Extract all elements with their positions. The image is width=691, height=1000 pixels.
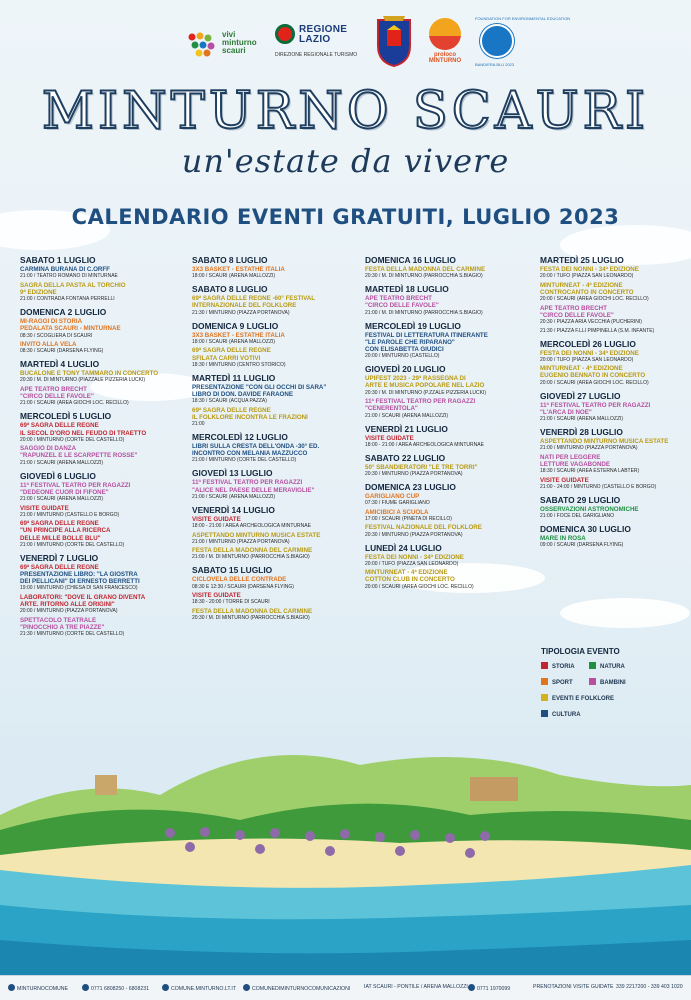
event-title: APE TEATRO BRECHT	[20, 385, 87, 393]
event-time-location: 18:00 - 21:00 / AREA ARCHEOLOGICA MINTURNAE	[365, 441, 484, 448]
legend-item	[541, 694, 614, 703]
event-title: INVITO ALLA VELA	[20, 341, 77, 349]
event-title: 69ª SAGRA DELLE REGNE	[20, 520, 99, 528]
event-time-location: 20:00 / TUFO (PIAZZA SAN LEONARDO)	[540, 273, 634, 280]
event-title: FESTIVAL DI LETTERATURA ITINERANTE	[365, 331, 488, 339]
event-title: "DEDEONE CUOR DI FIFONE"	[20, 488, 109, 496]
cloud	[560, 598, 690, 628]
event-time-location: 18:30 - 20:00 / TORRE DI SCAURI	[192, 599, 270, 606]
day-heading: DOMENICA 30 LUGLIO	[540, 524, 631, 535]
legend-item	[589, 662, 625, 671]
event-time-location: 21:00 / MINTURNO (PIAZZA PORTANOVA)	[192, 538, 290, 545]
day-block	[540, 255, 691, 335]
legend-label: STORIA	[552, 664, 575, 670]
event-title: APE TEATRO BRECHT	[365, 295, 432, 303]
legend-items	[541, 662, 681, 722]
event-time-location: 20:00 / MINTURNO (CORTE DEL CASTELLO)	[20, 436, 125, 443]
event-title: 3X3 BASKET - ESTATHÉ ITALIA	[192, 331, 285, 339]
event-time-location: 21:00 / FOCE DEL GARIGLIANO	[540, 513, 615, 520]
comune-crest-icon	[375, 14, 413, 68]
day-block	[192, 321, 352, 369]
event-title: 69ª SAGRA DELLE REGNE -60° FESTIVAL	[192, 295, 316, 303]
event-title: CICLOVELA DELLE CONTRADE	[192, 576, 287, 584]
legend-swatch	[541, 694, 548, 701]
day-heading: MERCOLEDÌ 19 LUGLIO	[365, 320, 461, 331]
day-block	[365, 424, 525, 449]
footer-phone-booking[interactable]	[616, 984, 683, 990]
event-time-location: 20:30 / M. DI MINTURNO (PARROCCHIA S.BIAGIO)	[192, 615, 310, 622]
event-title: 9ª EDIZIONE	[20, 288, 57, 296]
event-title: "L'ARCA DI NOÈ"	[540, 408, 592, 416]
event-title: SAGGIO DI DANZA	[20, 445, 77, 453]
event-title: LETTURE VAGABONDE	[540, 460, 611, 468]
event-time-location: 20:30 / MINTURNO (PIAZZA PORTANOVA)	[365, 531, 463, 538]
event-time-location: 21:00 / SCAURI (ARENA MALLOZZI)	[540, 416, 624, 423]
event-title: SPETTACOLO TEATRALE	[20, 616, 97, 624]
event-time-location: 21:00	[192, 421, 205, 428]
event-title: 69ª SAGRA DELLE REGNE	[192, 347, 271, 355]
event-title: "ALICE NEL PAESE DELLE MERAVIGLIE"	[192, 486, 315, 494]
event-title: OSSERVAZIONI ASTRONOMICHE	[540, 505, 639, 513]
event-time-location: 21:00 / SCAURI (AREA GIOCHI LOC. RECILLO)	[20, 400, 129, 407]
day-block	[540, 391, 691, 423]
day-heading: MARTEDÌ 11 LUGLIO	[192, 372, 276, 383]
regione-subtitle: DIREZIONE REGIONALE TURISMO	[275, 52, 358, 58]
day-block	[365, 453, 525, 478]
day-block	[365, 364, 525, 419]
day-block	[20, 471, 180, 549]
legend-swatch	[589, 662, 596, 669]
event-title: FESTA DELLA MADONNA DEL CARMINE	[192, 607, 313, 615]
event-time-location: 21:00 / MINTURNO (CORTE DEL CASTELLO)	[192, 457, 297, 464]
footer-phone-iat[interactable]	[468, 984, 510, 992]
proloco-text: proloco MINTURNO	[428, 52, 462, 64]
instagram-icon	[243, 984, 250, 991]
day-block	[192, 505, 352, 562]
day-heading: DOMENICA 9 LUGLIO	[192, 320, 279, 331]
vivi-line: vivi	[222, 30, 236, 39]
event-title: IL FOLKLORE INCONTRA LE FRAZIONI	[192, 413, 308, 421]
event-time-location: 20:30 / M. DI MINTURNO (P.ZZALE PIZZERIA LUCKI)	[365, 389, 487, 396]
regione-text	[299, 25, 347, 45]
regione-mark-icon	[275, 24, 295, 44]
event-title: "LE PAROLE CHE RIPARANO"	[365, 338, 455, 346]
legend-label: SPORT	[552, 680, 573, 686]
event-title: AMICIBICI A SCUOLA	[365, 508, 429, 516]
day-block	[365, 255, 525, 280]
event-title: PEDALATA SCAURI - MINTURNAE	[20, 325, 121, 333]
event-title: VISITE GUIDATE	[365, 434, 414, 442]
legend-label: NATURA	[600, 664, 625, 670]
event-title: EUGENIO BENNATO IN CONCERTO	[540, 372, 646, 380]
event-time-location: 21:30 / MINTURNO (PIAZZA PORTANOVA)	[192, 309, 290, 316]
event-title: DEI PELLICANI" DI ERNESTO BERRETTI	[20, 578, 140, 586]
event-title: VISITE GUIDATE	[192, 515, 241, 523]
event-title: VISITE GUIDATE	[192, 592, 241, 600]
event-title: LIBRO DI DON. DAVIDE FARAONE	[192, 390, 293, 398]
bandiera-blu-logo	[475, 16, 571, 68]
day-heading: SABATO 8 LUGLIO	[192, 284, 268, 295]
event-title: VISITE GUIDATE	[20, 504, 69, 512]
globe-icon	[162, 984, 169, 991]
day-heading: VENERDÌ 7 LUGLIO	[20, 552, 99, 563]
event-title: INTERNAZIONALE DEL FOLKLORE	[192, 302, 297, 310]
calendar-heading: CALENDARIO EVENTI GRATUITI, LUGLIO 2023	[71, 205, 620, 229]
event-column-4	[540, 255, 691, 553]
regione-line: LAZIO	[299, 34, 331, 45]
legend-label: CULTURA	[552, 712, 581, 718]
event-time-location: 20:30 / M. DI MINTURNO (PARROCCHIA S.BIAGIO)	[365, 273, 483, 280]
day-heading: VENERDÌ 28 LUGLIO	[540, 427, 623, 438]
event-title: FESTA DELLA MADONNA DEL CARMINE	[192, 547, 313, 555]
vivi-line: scauri	[222, 46, 246, 55]
event-column-3	[365, 255, 525, 595]
event-title: MARE IN ROSA	[540, 535, 586, 543]
legend-swatch	[541, 710, 548, 717]
event-title: ASPETTANDO MINTURNO MUSICA ESTATE	[540, 438, 669, 446]
event-time-location: 18:00 - 21:00 / AREA ARCHEOLOGICA MINTURNAE	[192, 523, 311, 530]
event-title: 11ª FESTIVAL TEATRO PER RAGAZZI	[192, 479, 303, 487]
footer-phone[interactable]	[82, 984, 149, 992]
event-title: "UN PRINCIPE ALLA RICERCA	[20, 527, 111, 535]
day-block	[365, 321, 525, 361]
legend-label: EVENTI E FOLKLORE	[552, 696, 615, 702]
event-title: 50° SBANDIERATORI "LE TRE TORRI"	[365, 463, 478, 471]
event-time-location: 20:00 / SCAURI (AREA GIOCHI LOC. RECILLO)	[540, 379, 649, 386]
day-block	[20, 411, 180, 466]
day-heading: SABATO 22 LUGLIO	[365, 452, 446, 463]
sponsor-logos	[185, 14, 571, 72]
day-heading: GIOVEDÌ 20 LUGLIO	[365, 364, 446, 375]
event-time-location: 21:00 / SCAURI (ARENA MALLOZZI)	[365, 412, 449, 419]
event-title: LIBRI SULLA CRESTA DELL'ONDA -30° ED.	[192, 443, 320, 451]
facebook-icon	[8, 984, 15, 991]
footer-website-text: COMUNE.MINTURNO.LT.IT	[171, 986, 237, 992]
event-title: 3X3 BASKET - ESTATHÉ ITALIA	[192, 266, 285, 273]
day-block	[540, 524, 691, 549]
day-heading: SABATO 1 LUGLIO	[20, 255, 96, 265]
day-heading: MARTEDÌ 18 LUGLIO	[365, 284, 449, 295]
day-block	[540, 339, 691, 387]
event-time-location: 19:00 / MINTURNO (CHIESA DI SAN FRANCESCO)	[20, 585, 138, 592]
day-heading: LUNEDÌ 24 LUGLIO	[365, 542, 442, 553]
event-title: MINTURNEAT - 4ª EDIZIONE	[365, 569, 448, 577]
phone-icon	[468, 984, 475, 991]
day-heading: GIOVEDÌ 13 LUGLIO	[192, 468, 273, 479]
day-heading: MARTEDÌ 4 LUGLIO	[20, 359, 100, 370]
event-time-location: 17:00 / SCAURI (PINETA DI RECILLO)	[365, 515, 452, 522]
event-time-location: 08:30 E 12:30 / SCAURI (DARSENA FLYING)	[192, 583, 294, 590]
event-title: 11ª FESTIVAL TEATRO PER RAGAZZI	[365, 398, 476, 406]
footer-address	[364, 984, 468, 990]
legend-item	[541, 662, 575, 671]
legend-swatch	[589, 678, 596, 685]
day-block	[192, 255, 352, 280]
footer-booking	[533, 984, 614, 990]
event-title: MI-RAGGI DI STORIA	[20, 318, 83, 326]
day-block	[540, 427, 691, 491]
event-time-location: 20:00 / TUFO (PIAZZA SAN LEONARDO)	[365, 560, 459, 567]
footer-website[interactable]	[162, 984, 236, 992]
event-time-location: 18:00 / SCAURI (ARENA MALLOZZI)	[192, 273, 276, 280]
event-title: INCONTRO CON MELANIA MAZZUCCO	[192, 450, 308, 458]
event-title: APE TEATRO BRECHT	[540, 304, 607, 312]
day-heading: MERCOLEDÌ 12 LUGLIO	[192, 432, 288, 443]
day-heading: MARTEDÌ 25 LUGLIO	[540, 255, 624, 265]
event-time-location: 20:30 / PIAZZA ARIA VECCHIA (PUCHERINI)	[540, 319, 642, 326]
event-time-location: 07:30 / FIUME GARIGLIANO	[365, 500, 430, 507]
event-title: LABORATORI: "DOVE IL GRANO DIVENTA	[20, 593, 146, 601]
event-title: MINTURNEAT - 4ª EDIZIONE	[540, 281, 623, 289]
day-heading: DOMENICA 16 LUGLIO	[365, 255, 456, 265]
bandiera-wave-icon	[480, 24, 514, 58]
tower-left	[95, 775, 117, 795]
event-title: ARTE. RITORNO ALLE ORIGINI"	[20, 601, 115, 609]
beach-landscape-illustration	[0, 735, 691, 975]
event-title: CONTROCANTO IN CONCERTO	[540, 288, 634, 296]
footer-email-text: COMUNEDIMINTURNOCOMUNICAZIONI	[252, 986, 351, 992]
event-title: DELLE MILLE BOLLE BLU"	[20, 534, 101, 542]
event-time-location: 18:00 / SCAURI (ARENA MALLOZZI)	[192, 338, 276, 345]
proloco-logo	[427, 18, 463, 66]
day-heading: MERCOLEDÌ 26 LUGLIO	[540, 338, 636, 349]
event-title: 69ª SAGRA DELLE REGNE	[192, 406, 271, 414]
event-time-location: 21:00 / MINTURNO (CASTELLO E BORGO)	[20, 511, 120, 518]
event-title: FESTA DEI NONNI - 34ª EDIZIONE	[540, 349, 639, 357]
event-title: FESTA DELLA MADONNA DEL CARMINE	[365, 266, 486, 273]
event-time-location: 18:30 / MINTURNO (CENTRO STORICO)	[192, 361, 286, 368]
event-title: PRESENTAZIONE "CON GLI OCCHI DI SARA"	[192, 383, 327, 391]
event-title: 69ª SAGRA DELLE REGNE	[20, 422, 99, 430]
day-heading: SABATO 8 LUGLIO	[192, 255, 268, 265]
day-block	[20, 553, 180, 638]
legend-item	[541, 710, 581, 719]
day-heading: SABATO 29 LUGLIO	[540, 494, 621, 505]
event-time-location: 20:00 / MINTURNO (PIAZZA PORTANOVA)	[20, 608, 118, 615]
event-time-location: 20:00 / TUFO (PIAZZA SAN LEONARDO)	[540, 356, 634, 363]
vivi-minturno-logo	[185, 28, 270, 62]
event-title: CON ELISABETTA GIUDICI	[365, 346, 444, 354]
event-time-location: 21:00 / SCAURI (ARENA MALLOZZI)	[20, 496, 104, 503]
event-time-location: 09:00 / SCAURI (DARSENA FLYING)	[540, 542, 624, 549]
event-title: BUCALONE E TONY TAMMARO IN CONCERTO	[20, 370, 159, 378]
event-time-location: 21:00 / SCAURI (ARENA MALLOZZI)	[20, 459, 104, 466]
event-title: PRESENTAZIONE LIBRO: "LA GIOSTRA	[20, 571, 138, 579]
legend-swatch	[541, 662, 548, 669]
event-time-location: 20:30 / MINTURNO (PIAZZA PORTANOVA)	[365, 470, 463, 477]
event-time-location: 20:00 / MINTURNO (CASTELLO)	[365, 353, 440, 360]
contact-footer	[0, 975, 691, 1000]
day-block	[20, 255, 180, 303]
day-block	[365, 482, 525, 539]
footer-address-text: IAT SCAURI - PONTILE / ARENA MALLOZZI	[364, 984, 468, 990]
event-title: IL SECOL D'ORO NEL FEUDO DI TRAETTO	[20, 429, 147, 437]
tower-right	[470, 777, 518, 801]
event-time-location: 20:00 / SCAURI (AREA GIOCHI LOC. RECILLO)	[365, 583, 474, 590]
event-column-2	[192, 255, 352, 626]
event-title: "CIRCO DELLE FAVOLE"	[20, 393, 94, 401]
event-title: SFILATA CARRI VOTIVI	[192, 354, 261, 362]
day-heading: MERCOLEDÌ 5 LUGLIO	[20, 411, 112, 422]
day-heading: GIOVEDÌ 27 LUGLIO	[540, 390, 621, 401]
event-title: MINTURNEAT - 4ª EDIZIONE	[540, 365, 623, 373]
day-block	[192, 468, 352, 500]
event-time-location: 21:00 / M. DI MINTURNO (PARROCCHIA S.BIAGIO)	[365, 309, 483, 316]
legend-swatch	[541, 678, 548, 685]
footer-phone-iat-text: 0771 1970099	[477, 986, 511, 992]
day-heading: VENERDÌ 14 LUGLIO	[192, 504, 275, 515]
event-time-location: 21:00 / MINTURNO (CORTE DEL CASTELLO)	[20, 541, 125, 548]
event-time-location: 21:00 / M. DI MINTURNO (PARROCCHIA S.BIAGIO)	[192, 554, 310, 561]
event-title: FESTA DEI NONNI - 34ª EDIZIONE	[540, 266, 639, 273]
legend-item	[589, 678, 626, 687]
day-block	[192, 284, 352, 316]
event-title: UPIFEST 2023 - 29ª RASSEGNA DI	[365, 375, 466, 383]
day-heading: SABATO 15 LUGLIO	[192, 565, 273, 576]
bandiera-top-text: FOUNDATION FOR ENVIRONMENTAL EDUCATION	[475, 16, 571, 21]
event-title: CARMINA BURANA DI C.ORFF	[20, 266, 110, 273]
vivi-text	[222, 31, 257, 55]
footer-facebook-text: MINTURNOCOMUNE	[17, 986, 69, 992]
day-block	[365, 543, 525, 591]
event-title: NATI PER LEGGERE	[540, 453, 601, 461]
legend-item	[541, 678, 573, 687]
day-block	[20, 307, 180, 355]
event-time-location: 21:00 / MINTURNO (PIAZZA PORTANOVA)	[540, 445, 638, 452]
regione-lazio-logo	[275, 24, 365, 64]
event-time-location: 20:30 / M. DI MINTURNO (PIAZZALE PIZZERIA LUCKI)	[20, 377, 146, 384]
event-time-location: 21:30 / MINTURNO (CORTE DEL CASTELLO)	[20, 631, 125, 638]
vivi-dots-icon	[187, 32, 217, 58]
day-block	[20, 359, 180, 407]
bandiera-bottom-text: BANDIERA BLU 2023	[475, 62, 515, 67]
event-title: VISITE GUIDATE	[540, 476, 589, 484]
day-heading: VENERDÌ 21 LUGLIO	[365, 423, 448, 434]
day-heading: GIOVEDÌ 6 LUGLIO	[20, 470, 96, 481]
footer-phone-text: 0771 6808250 - 6808231	[91, 986, 149, 992]
event-column-1	[20, 255, 180, 642]
vivi-line: minturno	[222, 38, 257, 47]
footer-facebook[interactable]	[8, 984, 68, 992]
event-time-location: 18:30 / SCAURI (AREA ESTERNA LABTER)	[540, 468, 640, 475]
event-time-location: 21:00 / TEATRO ROMANO DI MINTURNAE	[20, 273, 118, 280]
day-block	[365, 284, 525, 316]
day-block	[192, 373, 352, 428]
poster-title: MINTURNO SCAURI	[41, 82, 650, 141]
event-title: 11ª FESTIVAL TEATRO PER RAGAZZI	[20, 481, 131, 489]
proloco-sun-icon	[429, 18, 461, 50]
event-title: COTTON CLUB IN CONCERTO	[365, 576, 455, 584]
event-time-location: 21:00 / CONTRADA FONTANA PERRELLI	[20, 296, 115, 303]
event-title: FESTIVAL NAZIONALE DEL FOLKLORE	[365, 524, 482, 532]
event-title: 69ª SAGRA DELLE REGNE	[20, 563, 99, 571]
event-time-location: 21:00 - 24:00 / MINTURNO (CASTELLO E BORGO)	[540, 483, 657, 490]
day-block	[540, 495, 691, 520]
event-title: 11ª FESTIVAL TEATRO PER RAGAZZI	[540, 401, 651, 409]
day-block	[192, 432, 352, 464]
legend-label: BAMBINI	[600, 680, 626, 686]
event-time-location: 21:30 / PIAZZA F.LLI PIMPINELLA (S.M. INFANTE)	[540, 327, 655, 334]
day-heading: DOMENICA 2 LUGLIO	[20, 307, 107, 318]
event-title: "CIRCO DELLE FAVOLE"	[540, 311, 614, 319]
event-time-location: 21:00 / SCAURI (ARENA MALLOZZI)	[192, 493, 276, 500]
event-time-location: 18:30 / SCAURI (ACQUA PAZZA)	[192, 398, 267, 405]
event-title: SAGRA DELLA PASTA AL TORCHIO	[20, 281, 126, 289]
event-title: FESTA DEI NONNI - 34ª EDIZIONE	[365, 553, 464, 561]
footer-email[interactable]	[243, 984, 350, 992]
poster-subtitle: un'estate da vivere	[181, 142, 510, 180]
event-time-location: 20:00 / SCAURI (AREA GIOCHI LOC. RECILLO)	[540, 296, 649, 303]
day-heading: DOMENICA 23 LUGLIO	[365, 481, 456, 492]
event-title: "RAPUNZEL E LE SCARPETTE ROSSE"	[20, 452, 138, 460]
event-type-legend	[541, 647, 681, 722]
legend-title: TIPOLOGIA EVENTO	[541, 647, 620, 656]
footer-booking-text: PRENOTAZIONI VISITE GUIDATE	[533, 984, 614, 990]
event-title: "CENERENTOLA"	[365, 405, 418, 413]
day-block	[192, 565, 352, 622]
phone-icon	[82, 984, 89, 991]
footer-phone-booking-text: 339 2217200 - 339 403 1020	[616, 984, 683, 990]
event-time-location: 08:30 / SCOGLIERA DI SCAURI	[20, 332, 93, 339]
event-title: ARTE E MUSICA POPOLARE NEL LAZIO	[365, 382, 485, 390]
event-title: "PINOCCHIO A TRE PIAZZE"	[20, 624, 105, 632]
regione-line: REGIONE	[299, 24, 348, 35]
event-time-location: 08:30 / SCAURI (DARSENA FLYING)	[20, 348, 104, 355]
event-title: GARIGLIANO CUP	[365, 492, 420, 500]
event-title: "CIRCO DELLE FAVOLE"	[365, 302, 439, 310]
event-title: ASPETTANDO MINTURNO MUSICA ESTATE	[192, 531, 321, 539]
